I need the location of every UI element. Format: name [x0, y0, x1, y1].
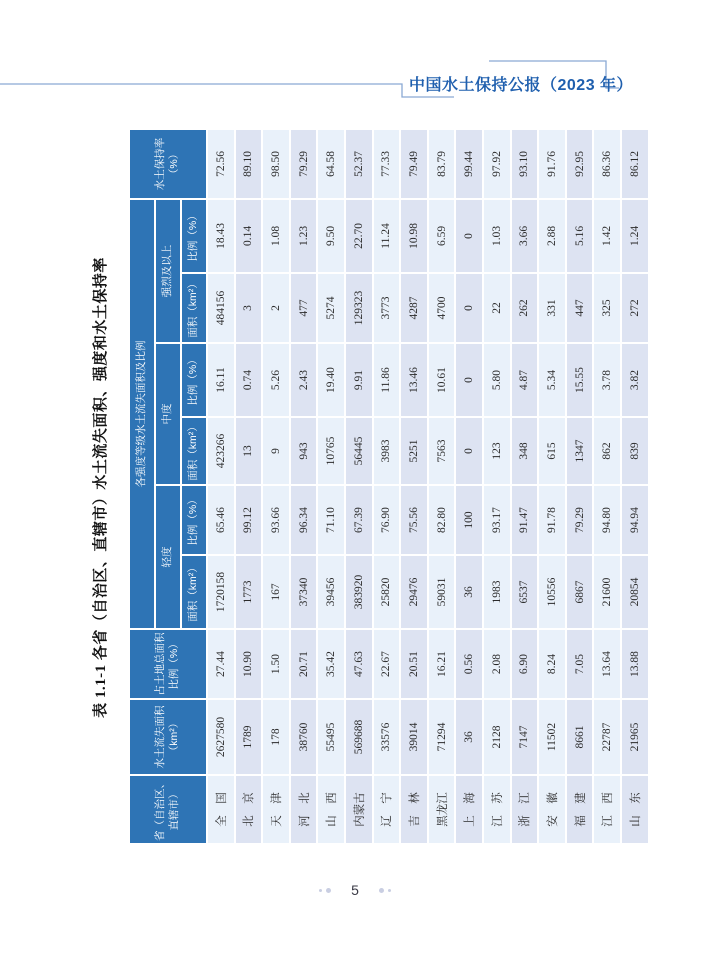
value-cell: 98.50 — [262, 129, 290, 199]
value-cell: 97.92 — [483, 129, 511, 199]
value-cell: 8.24 — [538, 629, 566, 699]
value-cell: 1.03 — [483, 199, 511, 273]
value-cell: 9.91 — [345, 343, 373, 417]
province-cell: 黑龙江 — [428, 775, 456, 844]
value-cell: 383920 — [345, 555, 373, 629]
header-light: 轻度 — [155, 485, 181, 629]
value-cell: 16.11 — [207, 343, 235, 417]
value-cell: 331 — [538, 273, 566, 343]
page-number: 5 — [351, 882, 359, 898]
value-cell: 22 — [483, 273, 511, 343]
value-cell: 47.63 — [345, 629, 373, 699]
value-cell: 0 — [455, 417, 483, 485]
value-cell: 325 — [593, 273, 621, 343]
province-cell: 江 苏 — [483, 775, 511, 844]
value-cell: 13 — [235, 417, 263, 485]
value-cell: 1789 — [235, 699, 263, 775]
value-cell: 72.56 — [207, 129, 235, 199]
value-cell: 86.12 — [621, 129, 649, 199]
value-cell: 5.34 — [538, 343, 566, 417]
value-cell: 11.24 — [373, 199, 401, 273]
value-cell: 9 — [262, 417, 290, 485]
header-moderate-pct: 比例（%） — [181, 343, 207, 417]
value-cell: 22787 — [593, 699, 621, 775]
value-cell: 6.59 — [428, 199, 456, 273]
value-cell: 6.90 — [511, 629, 539, 699]
value-cell: 76.90 — [373, 485, 401, 555]
value-cell: 348 — [511, 417, 539, 485]
value-cell: 1.08 — [262, 199, 290, 273]
value-cell: 1.24 — [621, 199, 649, 273]
province-cell: 全 国 — [207, 775, 235, 844]
header-moderate: 中度 — [155, 343, 181, 485]
value-cell: 5.80 — [483, 343, 511, 417]
value-cell: 99.44 — [455, 129, 483, 199]
header-severe: 强烈及以上 — [155, 199, 181, 343]
value-cell: 93.10 — [511, 129, 539, 199]
bulletin-header-title: 中国水土保持公报（2023 年） — [409, 77, 634, 94]
table-body — [207, 129, 649, 844]
header-light-pct: 比例（%） — [181, 485, 207, 555]
value-cell: 10.90 — [235, 629, 263, 699]
page-footer — [0, 878, 710, 902]
value-cell: 1720158 — [207, 555, 235, 629]
value-cell: 20854 — [621, 555, 649, 629]
value-cell: 1.42 — [593, 199, 621, 273]
value-cell: 35.42 — [317, 629, 345, 699]
value-cell: 19.40 — [317, 343, 345, 417]
province-cell: 吉 林 — [400, 775, 428, 844]
province-cell: 山 西 — [317, 775, 345, 844]
value-cell: 5274 — [317, 273, 345, 343]
footer-dot-right-big — [379, 888, 384, 893]
value-cell: 39014 — [400, 699, 428, 775]
value-cell: 18.43 — [207, 199, 235, 273]
value-cell: 839 — [621, 417, 649, 485]
value-cell: 83.79 — [428, 129, 456, 199]
value-cell: 7.05 — [566, 629, 594, 699]
value-cell: 79.29 — [566, 485, 594, 555]
value-cell: 6867 — [566, 555, 594, 629]
value-cell: 13.46 — [400, 343, 428, 417]
value-cell: 38760 — [290, 699, 318, 775]
province-cell: 内蒙古 — [345, 775, 373, 844]
value-cell: 3983 — [373, 417, 401, 485]
value-cell: 3.82 — [621, 343, 649, 417]
value-cell: 55495 — [317, 699, 345, 775]
value-cell: 2.88 — [538, 199, 566, 273]
value-cell: 67.39 — [345, 485, 373, 555]
province-cell: 辽 宁 — [373, 775, 401, 844]
value-cell: 484156 — [207, 273, 235, 343]
value-cell: 71294 — [428, 699, 456, 775]
value-cell: 71.10 — [317, 485, 345, 555]
value-cell: 91.76 — [538, 129, 566, 199]
value-cell: 89.10 — [235, 129, 263, 199]
value-cell: 615 — [538, 417, 566, 485]
value-cell: 20.51 — [400, 629, 428, 699]
value-cell: 4287 — [400, 273, 428, 343]
value-cell: 39456 — [317, 555, 345, 629]
value-cell: 0.56 — [455, 629, 483, 699]
value-cell: 1.23 — [290, 199, 318, 273]
header-province: 省（自治区、直辖市） — [129, 775, 207, 844]
value-cell: 3.66 — [511, 199, 539, 273]
table-row — [511, 129, 539, 844]
table-row — [207, 129, 235, 844]
footer-dot-left-big — [326, 888, 331, 893]
value-cell: 21600 — [593, 555, 621, 629]
value-cell: 8661 — [566, 699, 594, 775]
value-cell: 10.61 — [428, 343, 456, 417]
header-land-pct: 占土地总面积比例（%） — [129, 629, 207, 699]
value-cell: 15.55 — [566, 343, 594, 417]
value-cell: 3 — [235, 273, 263, 343]
table-row — [455, 129, 483, 844]
value-cell: 2.43 — [290, 343, 318, 417]
value-cell: 11502 — [538, 699, 566, 775]
table-row — [621, 129, 649, 844]
header-retention: 水土保持率（%） — [129, 129, 207, 199]
value-cell: 5.16 — [566, 199, 594, 273]
value-cell: 22.70 — [345, 199, 373, 273]
value-cell: 4700 — [428, 273, 456, 343]
province-cell: 河 北 — [290, 775, 318, 844]
value-cell: 56445 — [345, 417, 373, 485]
value-cell: 7147 — [511, 699, 539, 775]
value-cell: 16.21 — [428, 629, 456, 699]
header-severe-area: 面积（km²） — [181, 273, 207, 343]
value-cell: 2627580 — [207, 699, 235, 775]
value-cell: 79.49 — [400, 129, 428, 199]
value-cell: 27.44 — [207, 629, 235, 699]
value-cell: 65.46 — [207, 485, 235, 555]
value-cell: 178 — [262, 699, 290, 775]
value-cell: 29476 — [400, 555, 428, 629]
value-cell: 13.64 — [593, 629, 621, 699]
province-cell: 浙 江 — [511, 775, 539, 844]
value-cell: 13.88 — [621, 629, 649, 699]
table-row — [566, 129, 594, 844]
value-cell: 1347 — [566, 417, 594, 485]
value-cell: 3773 — [373, 273, 401, 343]
value-cell: 64.58 — [317, 129, 345, 199]
header-severe-pct: 比例（%） — [181, 199, 207, 273]
value-cell: 5.26 — [262, 343, 290, 417]
value-cell: 167 — [262, 555, 290, 629]
value-cell: 2128 — [483, 699, 511, 775]
table-row — [483, 129, 511, 844]
province-cell: 安 徽 — [538, 775, 566, 844]
header-row-1 — [129, 129, 155, 844]
value-cell: 37340 — [290, 555, 318, 629]
value-cell: 11.86 — [373, 343, 401, 417]
value-cell: 1.50 — [262, 629, 290, 699]
footer-dot-right-small — [388, 889, 391, 892]
value-cell: 75.56 — [400, 485, 428, 555]
value-cell: 1983 — [483, 555, 511, 629]
value-cell: 91.47 — [511, 485, 539, 555]
header-light-area: 面积（km²） — [181, 555, 207, 629]
value-cell: 100 — [455, 485, 483, 555]
soil-loss-table — [128, 128, 650, 845]
table-header — [129, 129, 207, 844]
value-cell: 0 — [455, 199, 483, 273]
table-row — [400, 129, 428, 844]
province-cell: 福 建 — [566, 775, 594, 844]
value-cell: 943 — [290, 417, 318, 485]
province-cell: 山 东 — [621, 775, 649, 844]
value-cell: 6537 — [511, 555, 539, 629]
value-cell: 10.98 — [400, 199, 428, 273]
table-row — [345, 129, 373, 844]
value-cell: 862 — [593, 417, 621, 485]
table-row — [428, 129, 456, 844]
table-row — [593, 129, 621, 844]
value-cell: 262 — [511, 273, 539, 343]
rotated-table-block — [88, 130, 642, 845]
value-cell: 77.33 — [373, 129, 401, 199]
value-cell: 36 — [455, 699, 483, 775]
table-row — [262, 129, 290, 844]
value-cell: 477 — [290, 273, 318, 343]
value-cell: 22.67 — [373, 629, 401, 699]
value-cell: 3.78 — [593, 343, 621, 417]
value-cell: 94.94 — [621, 485, 649, 555]
value-cell: 20.71 — [290, 629, 318, 699]
value-cell: 7563 — [428, 417, 456, 485]
table-row — [235, 129, 263, 844]
value-cell: 52.37 — [345, 129, 373, 199]
value-cell: 10765 — [317, 417, 345, 485]
province-cell: 北 京 — [235, 775, 263, 844]
province-cell: 天 津 — [262, 775, 290, 844]
value-cell: 93.17 — [483, 485, 511, 555]
value-cell: 569688 — [345, 699, 373, 775]
value-cell: 9.50 — [317, 199, 345, 273]
value-cell: 82.80 — [428, 485, 456, 555]
value-cell: 21965 — [621, 699, 649, 775]
value-cell: 447 — [566, 273, 594, 343]
value-cell: 0 — [455, 343, 483, 417]
value-cell: 79.29 — [290, 129, 318, 199]
value-cell: 25820 — [373, 555, 401, 629]
value-cell: 99.12 — [235, 485, 263, 555]
value-cell: 423266 — [207, 417, 235, 485]
value-cell: 0.74 — [235, 343, 263, 417]
value-cell: 129323 — [345, 273, 373, 343]
table-row — [317, 129, 345, 844]
header-moderate-area: 面积（km²） — [181, 417, 207, 485]
value-cell: 2 — [262, 273, 290, 343]
value-cell: 93.66 — [262, 485, 290, 555]
value-cell: 33576 — [373, 699, 401, 775]
header-soil-loss-area: 水土流失面积（km²） — [129, 699, 207, 775]
value-cell: 94.80 — [593, 485, 621, 555]
province-cell: 江 西 — [593, 775, 621, 844]
table-row — [538, 129, 566, 844]
value-cell: 5251 — [400, 417, 428, 485]
value-cell: 0 — [455, 273, 483, 343]
value-cell: 272 — [621, 273, 649, 343]
value-cell: 86.36 — [593, 129, 621, 199]
value-cell: 0.14 — [235, 199, 263, 273]
value-cell: 59031 — [428, 555, 456, 629]
value-cell: 1773 — [235, 555, 263, 629]
table-caption: 表 1.1-1 各省（自治区、直辖市）水土流失面积、强度和水土保持率 — [93, 257, 109, 718]
value-cell: 2.08 — [483, 629, 511, 699]
table-row — [373, 129, 401, 844]
table-row — [290, 129, 318, 844]
value-cell: 10556 — [538, 555, 566, 629]
value-cell: 123 — [483, 417, 511, 485]
value-cell: 96.34 — [290, 485, 318, 555]
value-cell: 92.95 — [566, 129, 594, 199]
header-intensity-group: 各强度等级水土流失面积及比例 — [129, 199, 155, 629]
value-cell: 4.87 — [511, 343, 539, 417]
value-cell: 91.78 — [538, 485, 566, 555]
province-cell: 上 海 — [455, 775, 483, 844]
footer-dot-left-small — [319, 889, 322, 892]
value-cell: 36 — [455, 555, 483, 629]
